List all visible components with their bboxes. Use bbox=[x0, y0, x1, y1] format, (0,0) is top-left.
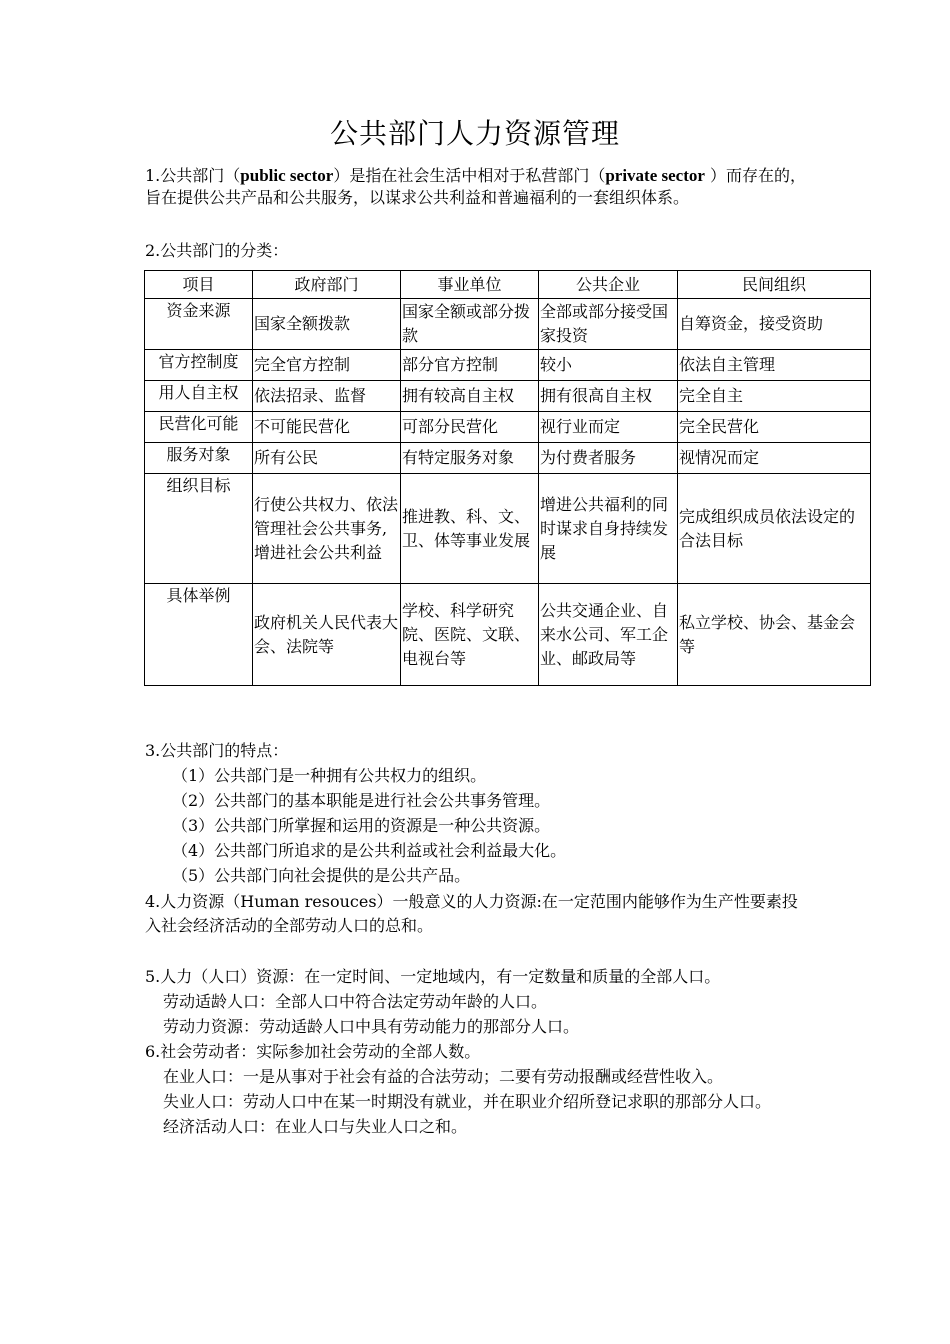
table-cell: 自筹资金，接受资助 bbox=[678, 299, 871, 350]
table-cell: 完全民营化 bbox=[678, 412, 871, 443]
human-resources-paragraph: 4.人力资源（Human resouces）一般意义的人力资源:在一定范围内能够作为生产性要素投入社会经济活动的全部劳动人口的总和。 bbox=[145, 892, 798, 935]
table-cell: 依法招录、监督 bbox=[253, 381, 401, 412]
list-item: （4）公共部门所追求的是公共利益或社会利益最大化。 bbox=[172, 841, 567, 860]
table-row bbox=[145, 350, 871, 381]
population-resources-line: 5.人力（人口）资源：在一定时间、一定地域内，有一定数量和质量的全部人口。 bbox=[145, 967, 721, 986]
page-title: 公共部门人力资源管理 bbox=[329, 117, 620, 150]
list-item: （3）公共部门所掌握和运用的资源是一种公共资源。 bbox=[172, 816, 551, 835]
working-age-line: 劳动适龄人口：全部人口中符合法定劳动年龄的人口。 bbox=[163, 992, 548, 1011]
row-label: 组织目标 bbox=[145, 474, 253, 584]
table-row bbox=[145, 412, 871, 443]
definition-text-pre: 1.公共部门（ bbox=[145, 166, 241, 185]
row-label: 民营化可能 bbox=[145, 412, 253, 443]
definition-text-mid: ）是指在社会生活中相对于私营部门（ bbox=[333, 166, 606, 185]
table-cell: 有特定服务对象 bbox=[401, 443, 539, 474]
definition-text-post: ）而存在的，旨在提供公共产品和公共服务，以谋求公共利益和普遍福利的一套组织体系。 bbox=[145, 166, 807, 207]
table-row bbox=[145, 381, 871, 412]
table-cell: 完全官方控制 bbox=[253, 350, 401, 381]
table-row bbox=[145, 443, 871, 474]
term-private-sector: private sector bbox=[605, 166, 705, 185]
table-cell: 为付费者服务 bbox=[539, 443, 678, 474]
features-heading: 3.公共部门的特点： bbox=[145, 741, 289, 760]
table-header-cell: 民间组织 bbox=[678, 271, 871, 299]
table-row bbox=[145, 299, 871, 350]
table-cell: 国家全额或部分拨款 bbox=[401, 299, 539, 350]
term-public-sector: public sector bbox=[240, 166, 334, 185]
row-label: 官方控制度 bbox=[145, 350, 253, 381]
classification-table bbox=[144, 270, 871, 686]
table-cell: 拥有很高自主权 bbox=[539, 381, 678, 412]
table-cell: 部分官方控制 bbox=[401, 350, 539, 381]
features-list bbox=[172, 763, 812, 888]
row-label: 服务对象 bbox=[145, 443, 253, 474]
table-cell: 不可能民营化 bbox=[253, 412, 401, 443]
classification-heading: 2.公共部门的分类： bbox=[145, 241, 289, 260]
table-header-cell: 公共企业 bbox=[539, 271, 678, 299]
row-label: 资金来源 bbox=[145, 299, 253, 350]
table-row bbox=[145, 584, 871, 686]
table-header-cell: 事业单位 bbox=[401, 271, 539, 299]
population-section bbox=[145, 964, 810, 1139]
table-cell: 行使公共权力、依法管理社会公共事务,增进社会公共利益 bbox=[253, 474, 401, 584]
table-cell: 依法自主管理 bbox=[678, 350, 871, 381]
table-header-cell: 项目 bbox=[145, 271, 253, 299]
economically-active-line: 经济活动人口：在业人口与失业人口之和。 bbox=[163, 1117, 468, 1136]
row-label: 具体举例 bbox=[145, 584, 253, 686]
definition-paragraph bbox=[145, 165, 810, 209]
table-cell: 政府机关人民代表大会、法院等 bbox=[253, 584, 401, 686]
table-cell: 较小 bbox=[539, 350, 678, 381]
table-row bbox=[145, 474, 871, 584]
social-workers-line: 6.社会劳动者：实际参加社会劳动的全部人数。 bbox=[145, 1042, 481, 1061]
table-cell: 国家全额拨款 bbox=[253, 299, 401, 350]
list-item: （1）公共部门是一种拥有公共权力的组织。 bbox=[172, 766, 487, 785]
table-cell: 所有公民 bbox=[253, 443, 401, 474]
list-item: （2）公共部门的基本职能是进行社会公共事务管理。 bbox=[172, 791, 551, 810]
table-cell: 完全自主 bbox=[678, 381, 871, 412]
table-header-row bbox=[145, 271, 871, 299]
table-cell: 拥有较高自主权 bbox=[401, 381, 539, 412]
row-label: 用人自主权 bbox=[145, 381, 253, 412]
list-item: （5）公共部门向社会提供的是公共产品。 bbox=[172, 866, 471, 885]
unemployed-line: 失业人口：劳动人口中在某一时期没有就业，并在职业介绍所登记求职的那部分人口。 bbox=[163, 1092, 772, 1111]
table-header-cell: 政府部门 bbox=[253, 271, 401, 299]
table-cell: 完成组织成员依法设定的合法目标 bbox=[678, 474, 871, 584]
table-cell: 增进公共福利的同时谋求自身持续发展 bbox=[539, 474, 678, 584]
table-cell: 学校、科学研究院、医院、文联、电视台等 bbox=[401, 584, 539, 686]
table-cell: 可部分民营化 bbox=[401, 412, 539, 443]
table-cell: 全部或部分接受国家投资 bbox=[539, 299, 678, 350]
table-cell: 私立学校、协会、基金会等 bbox=[678, 584, 871, 686]
table-cell: 公共交通企业、自来水公司、军工企业、邮政局等 bbox=[539, 584, 678, 686]
labor-resources-line: 劳动力资源：劳动适龄人口中具有劳动能力的那部分人口。 bbox=[163, 1017, 580, 1036]
employed-line: 在业人口：一是从事对于社会有益的合法劳动；二要有劳动报酬或经营性收入。 bbox=[163, 1067, 724, 1086]
table-cell: 视情况而定 bbox=[678, 443, 871, 474]
table-cell: 推进教、科、文、卫、体等事业发展 bbox=[401, 474, 539, 584]
table-cell: 视行业而定 bbox=[539, 412, 678, 443]
